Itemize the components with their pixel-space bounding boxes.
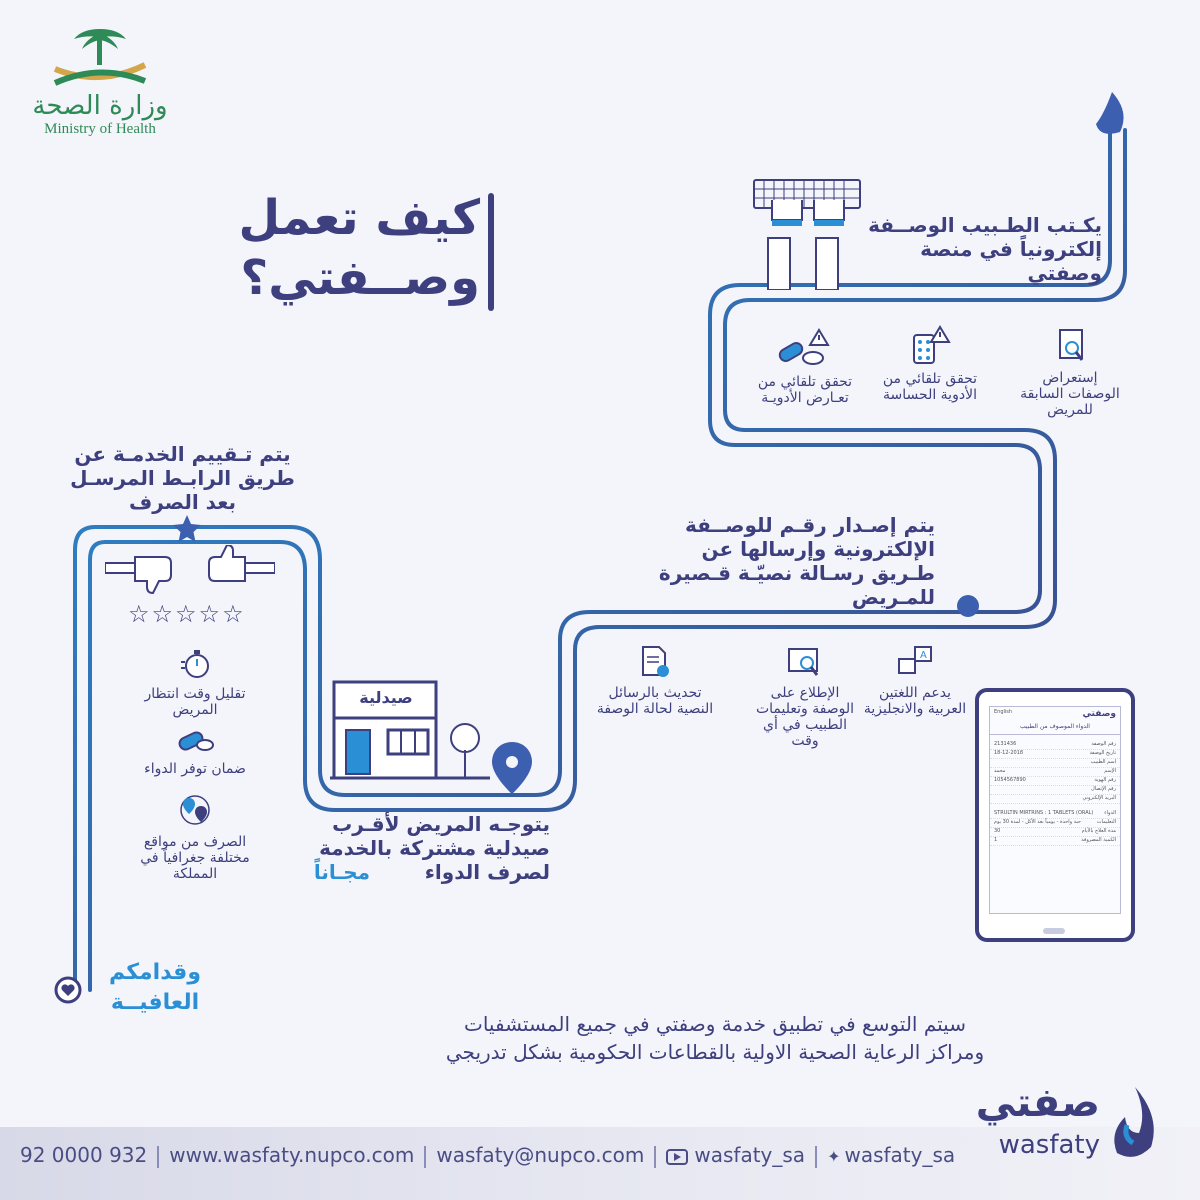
footer-website[interactable]: www.wasfaty.nupco.com xyxy=(169,1143,415,1167)
phone-lang: English xyxy=(994,709,1013,715)
phone-row-key: الكمية المصروفة xyxy=(1081,837,1116,843)
keyboard-hands-icon xyxy=(752,178,862,290)
phone-row-value: حبة واحدة - يومياً بعد الأكل - لمدة 30 يوم xyxy=(994,819,1081,825)
phone-row xyxy=(990,750,1120,759)
feature-label: تحقق تلقائي من تعـارض الأدويـة xyxy=(757,374,853,406)
wasfaty-brand-en: wasfaty xyxy=(998,1130,1100,1160)
star-icon: ☆ xyxy=(128,600,152,628)
phone-row xyxy=(990,768,1120,777)
phone-row-key: رقم الإتصال xyxy=(1091,786,1116,792)
phone-row-key: الإسم xyxy=(1104,768,1116,774)
title-bar xyxy=(488,193,494,311)
phone-heading: الدواء الموصوف من الطبيب xyxy=(990,721,1120,735)
phone-row xyxy=(990,795,1120,804)
step-free-label: مجـاناً xyxy=(313,860,370,884)
phone-row-key: الدواء xyxy=(1104,810,1116,816)
feature-label: تحقق تلقائي من الأدوية الحساسة xyxy=(882,371,978,403)
feature-label: الإطلاع على الوصفة وتعليمات الطبيب في أي وقت xyxy=(755,685,855,749)
ministry-name-en: Ministry of Health xyxy=(44,121,156,137)
footer-contacts xyxy=(20,1143,955,1168)
phone-row xyxy=(990,786,1120,795)
phone-row-key: رقم الوصفة xyxy=(1091,741,1116,747)
divider xyxy=(424,1146,426,1168)
feature-label: تحديث بالرسائل النصية لحالة الوصفة xyxy=(596,685,714,717)
message-update-icon xyxy=(635,645,675,681)
pharmacy-sign: صيدلية xyxy=(359,688,413,707)
ministry-logo xyxy=(25,25,175,155)
youtube-icon xyxy=(666,1149,688,1165)
divider xyxy=(157,1146,159,1168)
phone-rows xyxy=(990,741,1120,804)
phone-mockup xyxy=(975,688,1135,942)
phone-row-value: 1054567890 xyxy=(994,777,1026,783)
thumbs-rating-icon xyxy=(105,545,275,595)
phone-row-key: اسم الطبيب xyxy=(1090,759,1116,765)
phone-row xyxy=(990,759,1120,768)
phone-row-key: مدة العلاج بالأيام xyxy=(1081,828,1116,834)
wasfaty-logo xyxy=(930,1080,1180,1170)
phone-row xyxy=(990,819,1120,828)
wasfaty-brand-ar: صفتي xyxy=(975,1080,1100,1126)
expansion-line-2: ومراكز الرعاية الصحية الاولية بالقطاعات الحكومية بشكل تدريجي xyxy=(445,1040,985,1064)
feature-sms-updates xyxy=(595,645,715,717)
language-icon xyxy=(895,645,935,681)
footer-youtube[interactable]: wasfaty_sa xyxy=(694,1143,806,1167)
phone-row-value: محمد xyxy=(994,768,1006,774)
benefit-availability xyxy=(130,727,260,777)
path-dot xyxy=(957,595,979,617)
phone-drug-rows xyxy=(990,810,1120,846)
step-doctor-writes: يكـتب الطـبيب الوصــفة إلكترونياً في منصة وصفتي xyxy=(868,213,1102,285)
pill-pack-warning-icon xyxy=(908,325,952,365)
rating-stars xyxy=(128,600,246,628)
benefit-label: تقليل وقت انتظار المريض xyxy=(144,686,246,718)
phone-row xyxy=(990,837,1120,846)
page-title xyxy=(190,188,480,308)
benefit-label: ضمان توفر الدواء xyxy=(144,761,246,777)
phone-screen xyxy=(989,706,1121,914)
pill-icon xyxy=(175,727,215,755)
expansion-note xyxy=(300,1010,1130,1066)
prescription-view-icon xyxy=(785,645,825,681)
phone-row xyxy=(990,741,1120,750)
phone-row xyxy=(990,810,1120,819)
pills-warning-icon xyxy=(775,328,835,368)
ministry-name-ar: وزارة الصحة xyxy=(32,91,168,121)
feature-drug-interactions xyxy=(745,328,865,406)
phone-row-key: التعليمات xyxy=(1096,819,1116,825)
title-line-2: وصــفتي؟ xyxy=(240,250,480,306)
phone-row-value: 18-12-2018 xyxy=(994,750,1024,756)
benefit-locations xyxy=(130,792,260,882)
star-icon: ☆ xyxy=(222,600,246,628)
step-go-to-pharmacy: يتوجـه المريض لأقـرب صيدلية مشتركة بالخدمة لصرف الدواء xyxy=(319,812,550,884)
phone-row-key: تاريخ الوصفة xyxy=(1089,750,1116,756)
wellness-text: وقدامكم العافيــة xyxy=(109,960,201,1015)
step-issue-sms: يتم إصـدار رقـم للوصــفة الإلكترونية وإرسالها عن طـريق رسـالة نصيّـة قـصيرة للمـريض xyxy=(658,513,935,609)
phone-row-key: البريد الإلكتروني xyxy=(1082,795,1116,801)
phone-row xyxy=(990,828,1120,837)
phone-row-key: رقم الهوية xyxy=(1094,777,1116,783)
step-rating: يتم تـقييم الخدمـة عن طريق الرابـط المرسـل بعد الصرف xyxy=(70,442,295,514)
phone-row-value: STRULTIN MIRTRINS : 1 TABLETS (ORAL) xyxy=(994,810,1094,816)
benefit-reduce-wait xyxy=(130,648,260,718)
phone-row-value: 1 xyxy=(994,837,998,843)
title-line-1: كيف تعمل xyxy=(238,190,480,246)
wasfaty-drop-icon xyxy=(1105,1085,1165,1165)
stopwatch-icon xyxy=(179,648,211,680)
divider xyxy=(654,1146,656,1168)
benefit-label: الصرف من مواقع مختلفة جغرافياً في المملكة xyxy=(140,834,250,882)
divider xyxy=(815,1146,817,1168)
twitter-icon: ✦ xyxy=(827,1147,841,1166)
feature-label: يدعم اللغتين العربية والانجليزية xyxy=(863,685,967,717)
phone-home-button xyxy=(1043,928,1065,934)
footer-phone[interactable]: 92 0000 932 xyxy=(20,1143,148,1167)
svg-text:A: A xyxy=(920,650,927,661)
locations-icon xyxy=(177,792,213,828)
star-icon: ☆ xyxy=(175,600,199,628)
footer-email[interactable]: wasfaty@nupco.com xyxy=(436,1143,645,1167)
star-icon: ☆ xyxy=(151,600,176,628)
phone-logo: وصفتي xyxy=(1082,709,1116,719)
feature-previous-prescriptions xyxy=(1020,328,1120,418)
palm-swords-icon xyxy=(45,25,155,87)
feature-view-prescription xyxy=(750,645,860,749)
document-search-icon xyxy=(1050,328,1090,364)
feature-sensitive-drugs xyxy=(880,325,980,403)
expansion-line-1: سيتم التوسع في تطبيق خدمة وصفتي في جميع المستشفيات xyxy=(464,1012,966,1036)
phone-row-value: 30 xyxy=(994,828,1001,834)
feature-bilingual xyxy=(860,645,970,717)
star-icon: ☆ xyxy=(198,600,223,628)
phone-row-value: 2131436 xyxy=(994,741,1017,747)
footer-twitter[interactable]: wasfaty_sa xyxy=(844,1143,956,1167)
phone-row xyxy=(990,777,1120,786)
feature-label: إستعراض الوصفات السابقة للمريض xyxy=(1020,370,1120,418)
